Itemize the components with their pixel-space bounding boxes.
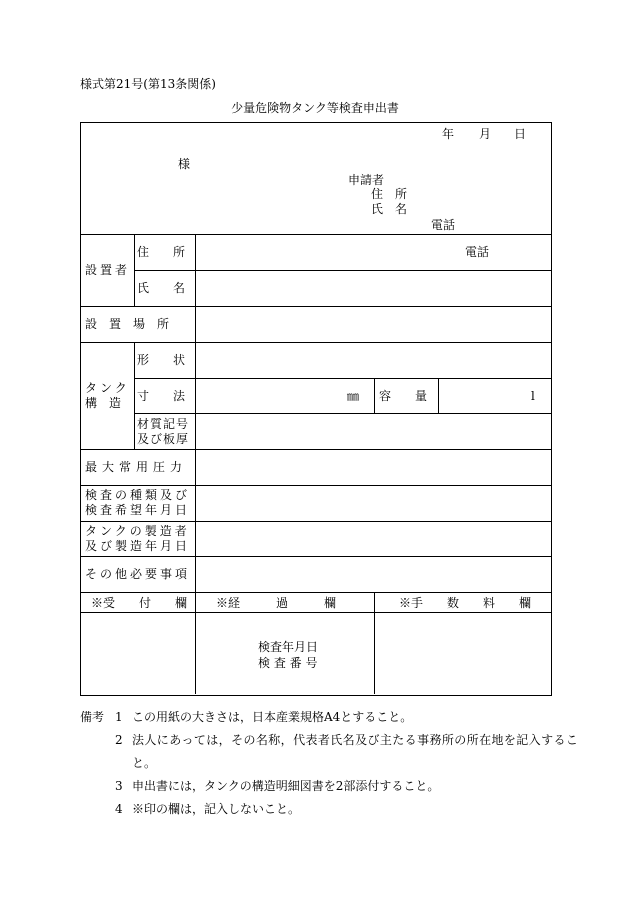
- note-text: 法人にあっては，その名称，代表者氏名及び主たる事務所の所在地を記入するこ: [132, 733, 579, 747]
- rule-v-installer-value: [195, 234, 196, 306]
- date-year: 年: [442, 127, 455, 141]
- rule-top-block: [81, 234, 551, 235]
- rule-v-tank: [134, 342, 135, 449]
- rule-tank-end: [81, 449, 551, 450]
- rule-v-installer: [134, 234, 135, 306]
- applicant-label: 申請者: [348, 173, 385, 187]
- inspection-date-label: 検査年月日: [258, 640, 319, 654]
- tank-structure-label-2: 構 造: [85, 396, 122, 410]
- reception-column-label: ※受 付 欄: [91, 596, 188, 610]
- rule-maker-end: [81, 556, 551, 557]
- date-month: 月: [479, 127, 492, 141]
- installer-phone-label: 電話: [465, 245, 490, 259]
- rule-installer-end: [81, 306, 551, 307]
- rule-v-footer: [374, 592, 375, 694]
- applicant-phone-label: 電話: [431, 218, 456, 232]
- form-number: 様式第21号(第13条関係): [80, 77, 216, 91]
- note-number: 1: [115, 710, 123, 724]
- other-matters-label: その他必要事項: [85, 567, 191, 581]
- note-number: 2: [115, 733, 123, 747]
- tank-structure-label-1: タンク: [85, 381, 130, 395]
- rule-location-end: [81, 342, 551, 343]
- tank-dimension-label: 寸 法: [137, 389, 186, 403]
- note-text: 申出書には，タンクの構造明細図書を2部添付すること。: [132, 779, 440, 793]
- tank-material-label-2: 及び板厚: [137, 432, 190, 446]
- applicant-name-label: 氏 名: [371, 202, 408, 216]
- addressee-suffix: 様: [178, 157, 191, 171]
- rule-inspection-end: [81, 521, 551, 522]
- progress-column-label: ※経 過 欄: [216, 596, 337, 610]
- rule-v-capacity-left: [374, 378, 375, 413]
- tank-dimension-unit: ㎜: [347, 389, 360, 403]
- installation-location-label: 設 置 場 所: [85, 317, 170, 331]
- rule-v-main: [195, 342, 196, 694]
- rule-footer-head: [81, 612, 551, 613]
- max-pressure-label: 最大常用圧力: [85, 460, 188, 474]
- tank-capacity-unit: l: [531, 389, 535, 403]
- inspection-number-label: 検 査 番 号: [258, 656, 318, 670]
- rule-v-capacity-right: [438, 378, 439, 413]
- rule-installer-mid: [134, 270, 551, 271]
- date-day: 日: [514, 127, 527, 141]
- inspection-type-label-1: 検査の種類及び: [85, 488, 191, 502]
- installer-address-label: 住 所: [137, 245, 186, 259]
- tank-material-label-1: 材質記号: [137, 417, 190, 431]
- note-text: ※印の欄は，記入しないこと。: [132, 802, 301, 816]
- note-text: この用紙の大きさは，日本産業規格A4とすること。: [132, 710, 413, 724]
- note-number: 4: [115, 802, 123, 816]
- note-text-continued: と。: [132, 756, 157, 770]
- rule-pressure-end: [81, 485, 551, 486]
- inspection-type-label-2: 検査希望年月日: [85, 503, 191, 517]
- form-title: 少量危険物タンク等検査申出書: [231, 101, 399, 115]
- notes-heading: 備考: [80, 710, 105, 724]
- rule-tank-dim: [134, 413, 551, 414]
- tank-maker-label-1: タンクの製造者: [85, 524, 190, 538]
- installer-name-label: 氏 名: [137, 281, 186, 295]
- rule-other-end: [81, 592, 551, 593]
- note-number: 3: [115, 779, 123, 793]
- rule-tank-shape: [134, 378, 551, 379]
- application-form-table: [80, 122, 552, 696]
- tank-capacity-label: 容 量: [379, 389, 428, 403]
- tank-maker-label-2: 及び製造年月日: [85, 539, 191, 553]
- fee-column-label: ※手 数 料 欄: [399, 596, 532, 610]
- installer-label: 設置者: [85, 263, 131, 277]
- applicant-address-label: 住 所: [371, 187, 408, 201]
- rule-v-location: [195, 306, 196, 342]
- tank-shape-label: 形 状: [137, 353, 186, 367]
